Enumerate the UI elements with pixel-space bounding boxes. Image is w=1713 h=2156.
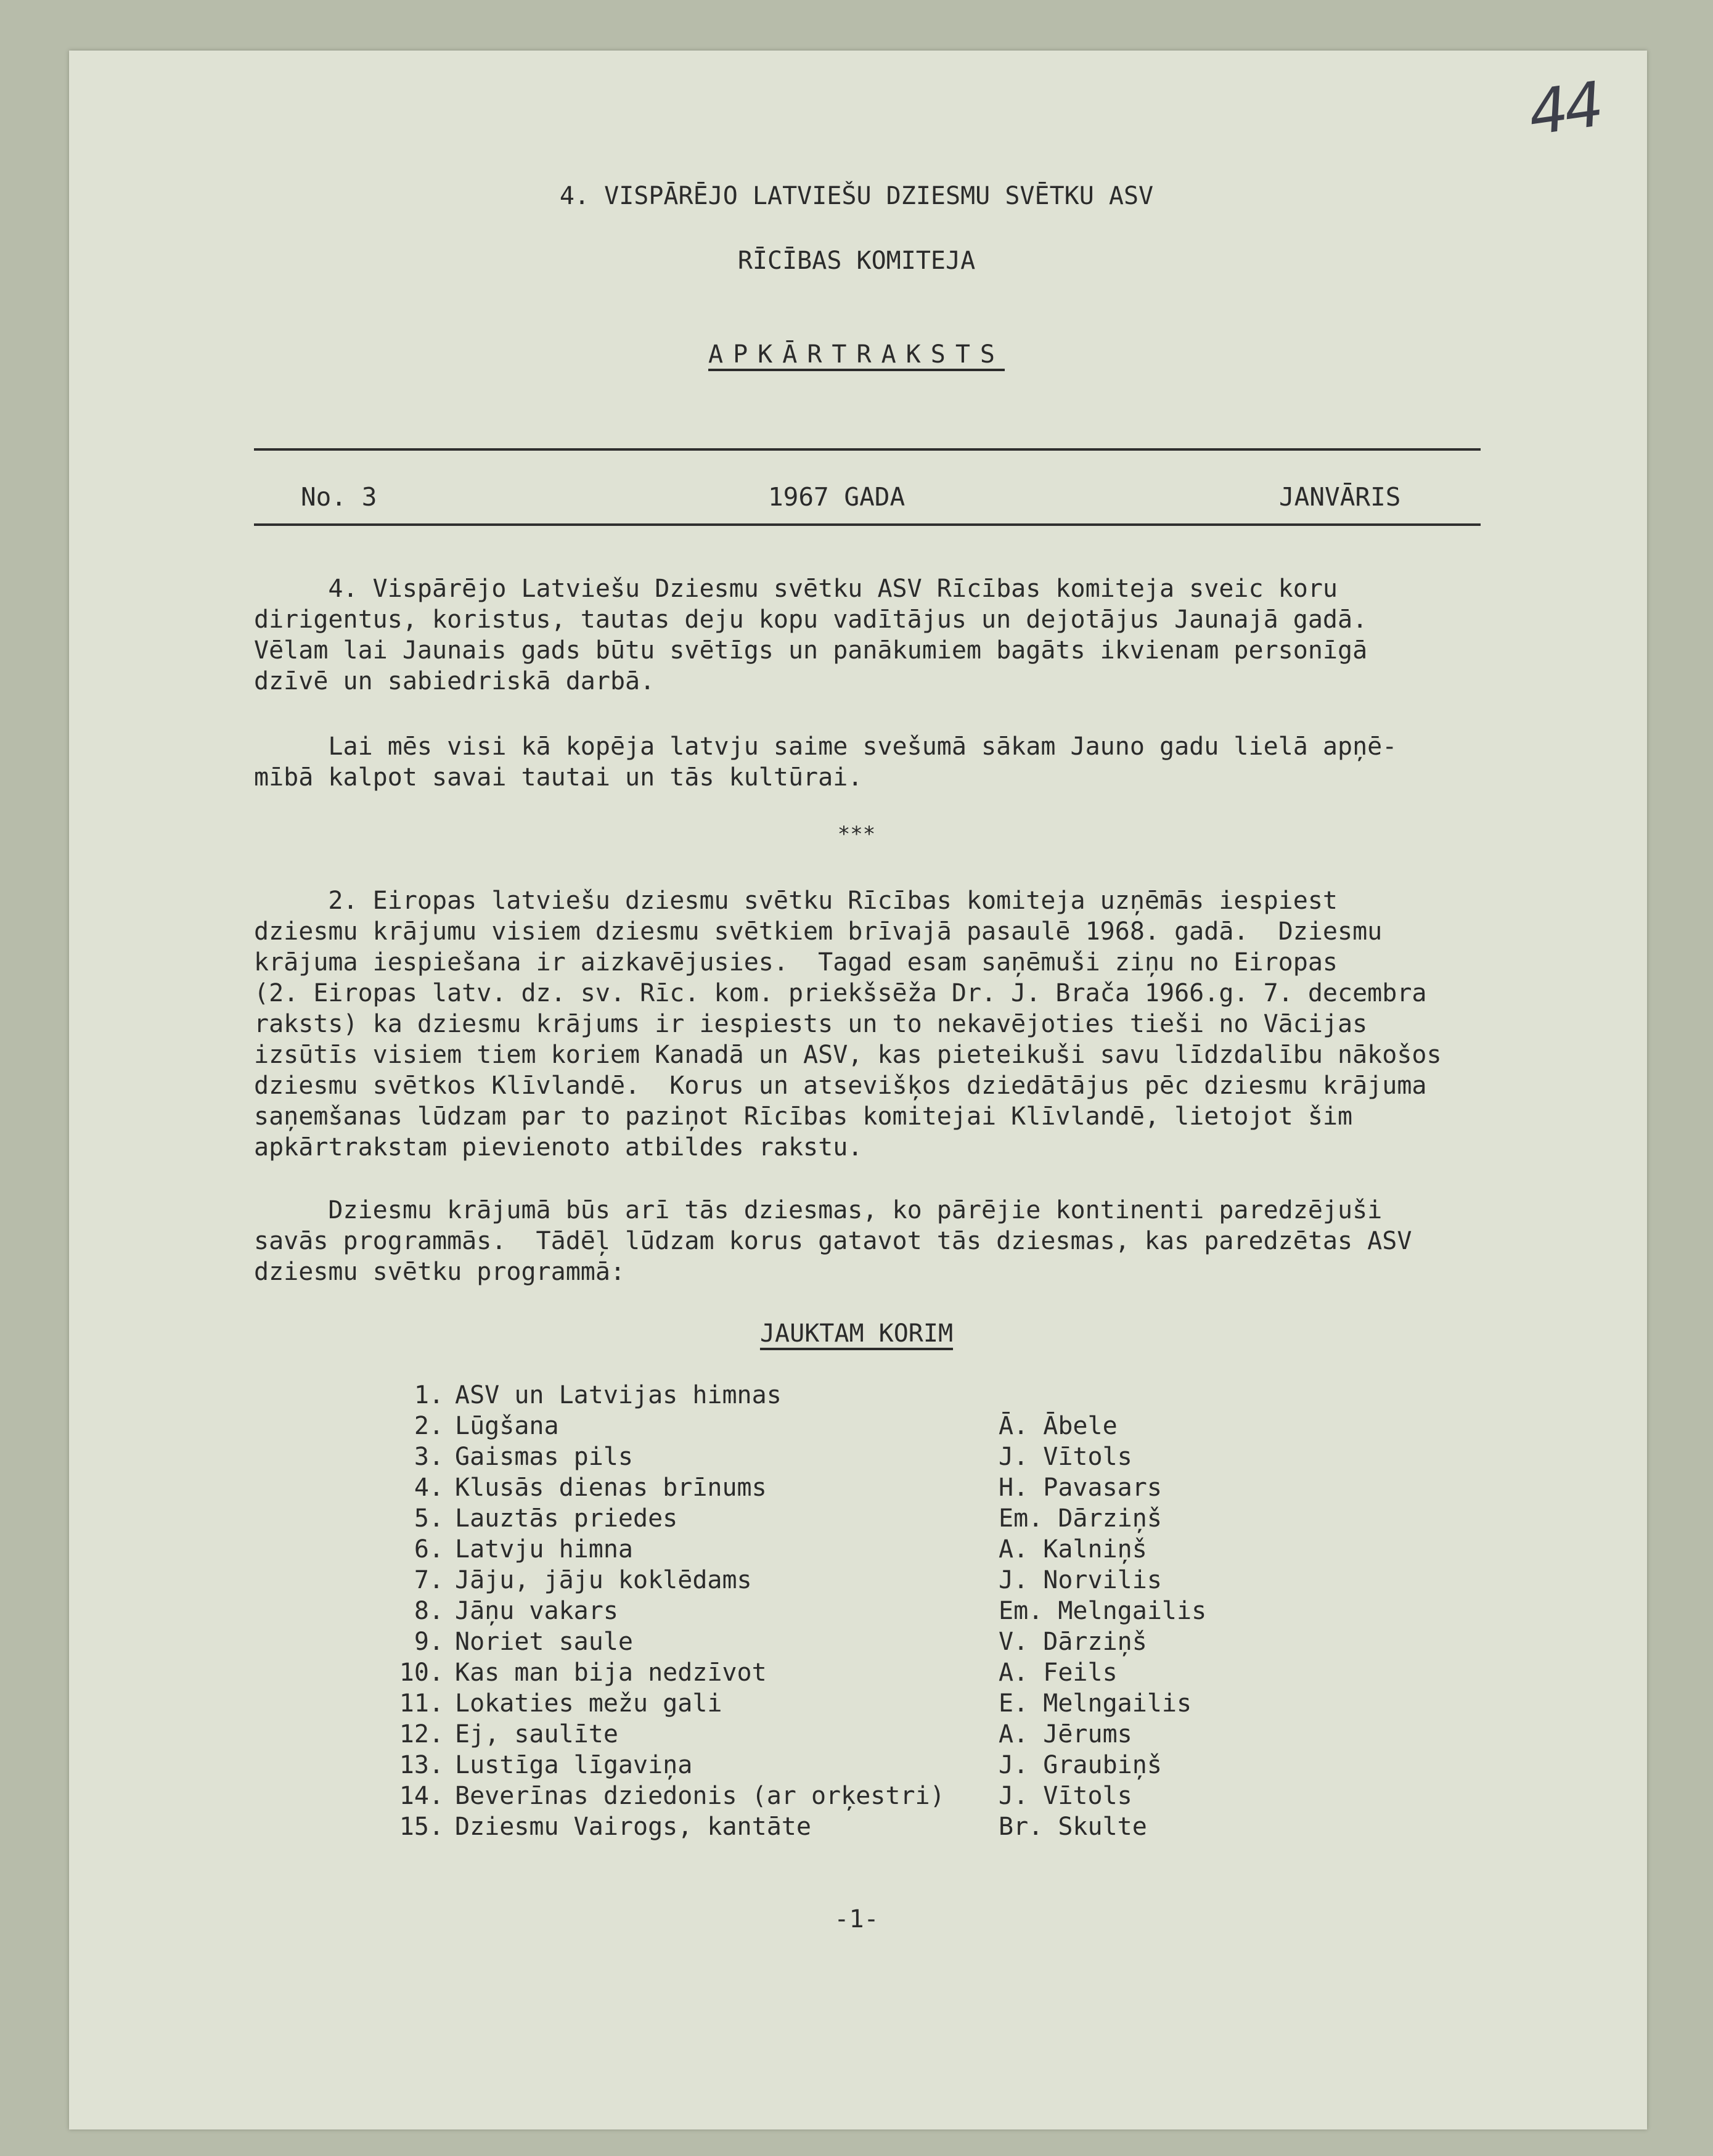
song-number: 3. bbox=[414, 1443, 444, 1471]
section-title-text: JAUKTAM KORIM bbox=[759, 1319, 954, 1348]
paragraph-line: apkārtrakstam pievienoto atbildes rakstu. bbox=[254, 1133, 863, 1162]
page-number: -1- bbox=[834, 1905, 879, 1933]
paragraph-line: dziesmu svētku programmā: bbox=[254, 1258, 626, 1286]
paragraph-line: 2. Eiropas latviešu dziesmu svētku Rīcības komiteja uzņēmās iespiest bbox=[254, 887, 1338, 915]
song-title: Lauztās priedes bbox=[455, 1504, 678, 1533]
song-title: ASV un Latvijas himnas bbox=[455, 1381, 782, 1409]
song-title: Gaismas pils bbox=[455, 1443, 633, 1471]
paragraph-line: krājuma iespiešana ir aizkavējusies. Tagad esam saņēmuši ziņu no Eiropas bbox=[254, 948, 1338, 977]
song-row bbox=[395, 1658, 1257, 1689]
song-row bbox=[395, 1751, 1257, 1782]
paragraph-line: (2. Eiropas latv. dz. sv. Rīc. kom. priekšsēža Dr. J. Brača 1966.g. 7. decembra bbox=[254, 979, 1427, 1007]
song-number: 11. bbox=[399, 1689, 444, 1718]
song-row bbox=[395, 1504, 1257, 1535]
song-row bbox=[395, 1782, 1257, 1813]
paragraph-line: saņemšanas lūdzam par to paziņot Rīcības komitejai Klīvlandē, lietojot šim bbox=[254, 1102, 1353, 1131]
song-title: Noriet saule bbox=[455, 1628, 633, 1656]
section-separator: *** bbox=[837, 822, 876, 846]
issue-number: No. 3 bbox=[301, 482, 377, 512]
song-number: 12. bbox=[399, 1720, 444, 1748]
song-title: Lustīga līgaviņa bbox=[455, 1751, 693, 1779]
header-line-2: RĪCĪBAS KOMITEJA bbox=[737, 247, 976, 275]
paragraph-line: dirigentus, koristus, tautas deju kopu vadītājus un dejotājus Jaunajā gadā. bbox=[254, 605, 1368, 634]
song-number: 6. bbox=[414, 1535, 444, 1564]
song-composer: J. Graubiņš bbox=[999, 1751, 1162, 1779]
top-rule bbox=[254, 448, 1481, 451]
song-composer: J. Vītols bbox=[999, 1443, 1132, 1471]
song-number: 1. bbox=[414, 1381, 444, 1409]
song-title: Ej, saulīte bbox=[455, 1720, 618, 1748]
paragraph-line: dziesmu svētkos Klīvlandē. Korus un atsevišķos dziedātājus pēc dziesmu krājuma bbox=[254, 1072, 1427, 1100]
song-title: Kas man bija nedzīvot bbox=[455, 1658, 767, 1687]
paragraph-line: mībā kalpot savai tautai un tās kultūrai. bbox=[254, 763, 863, 792]
song-row bbox=[395, 1474, 1257, 1504]
paragraph-line: dzīvē un sabiedriskā darbā. bbox=[254, 667, 655, 695]
song-row bbox=[395, 1628, 1257, 1658]
song-composer: A. Jērums bbox=[999, 1720, 1132, 1748]
song-number: 15. bbox=[399, 1813, 444, 1841]
song-title: Beverīnas dziedonis (ar orķestri) bbox=[455, 1782, 945, 1810]
song-composer: A. Kalniņš bbox=[999, 1535, 1147, 1564]
paragraph-greeting bbox=[254, 573, 1548, 697]
song-number: 4. bbox=[414, 1474, 444, 1502]
paragraph-line: Vēlam lai Jaunais gads būtu svētīgs un panākumiem bagāts ikvienam personīgā bbox=[254, 636, 1368, 665]
paragraph-wish bbox=[254, 731, 1548, 793]
song-number: 5. bbox=[414, 1504, 444, 1533]
document-title bbox=[0, 340, 1713, 369]
issue-month: JANVĀRIS bbox=[1279, 482, 1401, 512]
song-title: Latvju himna bbox=[455, 1535, 633, 1564]
paragraph-line: 4. Vispārējo Latviešu Dziesmu svētku ASV Rīcības komiteja sveic koru bbox=[254, 575, 1338, 603]
document-title-text: APKĀRTRAKSTS bbox=[708, 340, 1005, 369]
paragraph-songbook bbox=[254, 885, 1548, 1163]
song-row bbox=[395, 1535, 1257, 1566]
song-composer: A. Feils bbox=[999, 1658, 1118, 1687]
paragraph-line: savās programmās. Tādēļ lūdzam korus gatavot tās dziesmas, kas paredzētas ASV bbox=[254, 1227, 1412, 1255]
paragraph-program bbox=[254, 1195, 1548, 1287]
song-row bbox=[395, 1813, 1257, 1843]
paragraph-line: Dziesmu krājumā būs arī tās dziesmas, ko pārējie kontinenti paredzējuši bbox=[254, 1196, 1383, 1224]
song-composer: J. Norvilis bbox=[999, 1566, 1162, 1594]
song-number: 13. bbox=[399, 1751, 444, 1779]
song-composer: Br. Skulte bbox=[999, 1813, 1147, 1841]
bottom-rule bbox=[254, 523, 1481, 526]
song-row bbox=[395, 1566, 1257, 1597]
song-title: Dziesmu Vairogs, kantāte bbox=[455, 1813, 811, 1841]
paragraph-line: izsūtīs visiem tiem koriem Kanadā un ASV, kas pieteikuši savu līdzdalību nākošos bbox=[254, 1041, 1442, 1069]
song-title: Lūgšana bbox=[455, 1412, 559, 1440]
song-composer: H. Pavasars bbox=[999, 1474, 1162, 1502]
paragraph-line: dziesmu krājumu visiem dziesmu svētkiem brīvajā pasaulē 1968. gadā. Dziesmu bbox=[254, 917, 1383, 946]
song-title: Jāņu vakars bbox=[455, 1597, 618, 1625]
song-number: 7. bbox=[414, 1566, 444, 1594]
song-row bbox=[395, 1381, 1257, 1412]
song-number: 14. bbox=[399, 1782, 444, 1810]
song-number: 10. bbox=[399, 1658, 444, 1687]
song-composer: E. Melngailis bbox=[999, 1689, 1192, 1718]
handwritten-folio-number: 44 bbox=[1524, 68, 1605, 150]
song-row bbox=[395, 1689, 1257, 1720]
header-line-1: 4. VISPĀRĒJO LATVIEŠU DZIESMU SVĒTKU ASV bbox=[559, 182, 1154, 210]
song-number: 9. bbox=[414, 1628, 444, 1656]
issue-year: 1967 GADA bbox=[768, 482, 906, 512]
song-composer: J. Vītols bbox=[999, 1782, 1132, 1810]
song-row bbox=[395, 1412, 1257, 1443]
song-list bbox=[395, 1381, 1257, 1843]
song-row bbox=[395, 1597, 1257, 1628]
song-title: Jāju, jāju koklēdams bbox=[455, 1566, 752, 1594]
song-number: 8. bbox=[414, 1597, 444, 1625]
song-title: Lokaties mežu gali bbox=[455, 1689, 722, 1718]
paragraph-line: Lai mēs visi kā kopēja latvju saime svešumā sākam Jauno gadu lielā apņē- bbox=[254, 732, 1397, 761]
song-composer: Ā. Ābele bbox=[999, 1412, 1118, 1440]
song-title: Klusās dienas brīnums bbox=[455, 1474, 767, 1502]
song-number: 2. bbox=[414, 1412, 444, 1440]
song-composer: Em. Melngailis bbox=[999, 1597, 1207, 1625]
song-composer: Em. Dārziņš bbox=[999, 1504, 1162, 1533]
song-row bbox=[395, 1720, 1257, 1751]
song-row bbox=[395, 1443, 1257, 1474]
section-title bbox=[0, 1319, 1713, 1348]
song-composer: V. Dārziņš bbox=[999, 1628, 1147, 1656]
paragraph-line: raksts) ka dziesmu krājums ir iespiests un to nekavējoties tieši no Vācijas bbox=[254, 1010, 1368, 1038]
